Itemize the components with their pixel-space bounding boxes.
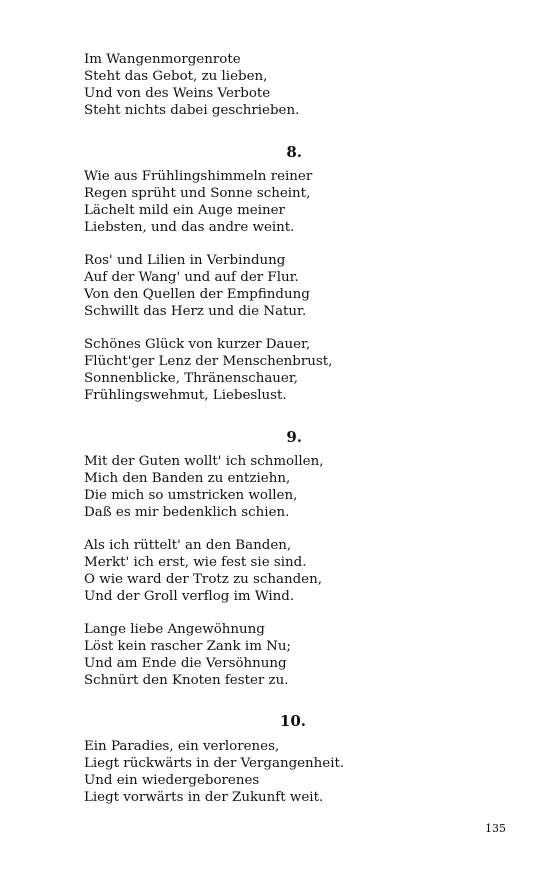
verse-line: O wie ward der Trotz zu schanden,: [84, 572, 322, 587]
verse-line: Von den Quellen der Empfindung: [84, 287, 310, 302]
verse-line: Lange liebe Angewöhnung: [84, 622, 265, 637]
verse-line: Als ich rüttelt' an den Banden,: [84, 538, 292, 553]
stanza: [84, 168, 384, 236]
stanza: [84, 537, 384, 605]
section-number-10: 10.: [279, 712, 306, 730]
section-number-9: 9.: [286, 428, 302, 446]
verse-line: Sonnenblicke, Thränenschauer,: [84, 371, 299, 386]
verse-line: Lächelt mild ein Auge meiner: [84, 203, 285, 218]
verse-line: Schwillt das Herz und die Natur.: [84, 304, 307, 319]
verse-line: Und von des Weins Verbote: [84, 86, 271, 101]
verse-line: Und der Groll verflog im Wind.: [84, 589, 295, 604]
verse-line: Und ein wiedergeborenes: [84, 773, 260, 788]
verse-line: Mich den Banden zu entziehn,: [84, 471, 291, 486]
page-number: 135: [485, 822, 506, 835]
verse-line: Schnürt den Knoten fester zu.: [84, 673, 289, 688]
verse-line: Ros' und Lilien in Verbindung: [84, 253, 286, 268]
poem-text: [84, 51, 384, 806]
verse-line: Merkt' ich erst, wie fest sie sind.: [84, 555, 307, 570]
verse-line: Steht nichts dabei geschrieben.: [84, 103, 300, 118]
verse-line: Auf der Wang' und auf der Flur.: [84, 270, 299, 285]
verse-line: Die mich so umstricken wollen,: [84, 488, 298, 503]
stanza: [84, 453, 384, 521]
section-number-8: 8.: [286, 143, 302, 161]
verse-line: Steht das Gebot, zu lieben,: [84, 69, 268, 84]
verse-line: Im Wangenmorgenrote: [84, 52, 241, 67]
verse-line: Flücht'ger Lenz der Menschenbrust,: [84, 354, 333, 369]
verse-line: Liebsten, und das andre weint.: [84, 220, 295, 235]
verse-line: Liegt rückwärts in der Vergangenheit.: [84, 756, 345, 771]
verse-line: Löst kein rascher Zank im Nu;: [84, 639, 291, 654]
verse-line: Frühlingswehmut, Liebeslust.: [84, 388, 287, 403]
verse-line: Mit der Guten wollt' ich schmollen,: [84, 454, 324, 469]
verse-line: Ein Paradies, ein verlorenes,: [84, 739, 280, 754]
stanza: [84, 252, 384, 320]
stanza: [84, 621, 384, 689]
stanza: [84, 738, 384, 806]
opening-stanza: [84, 51, 384, 119]
verse-line: Und am Ende die Versöhnung: [84, 656, 287, 671]
verse-line: Daß es mir bedenklich schien.: [84, 505, 290, 520]
verse-line: Wie aus Frühlingshimmeln reiner: [84, 169, 313, 184]
verse-line: Schönes Glück von kurzer Dauer,: [84, 337, 311, 352]
verse-line: Regen sprüht und Sonne scheint,: [84, 186, 311, 201]
verse-line: Liegt vorwärts in der Zukunft weit.: [84, 790, 324, 805]
stanza: [84, 336, 384, 404]
